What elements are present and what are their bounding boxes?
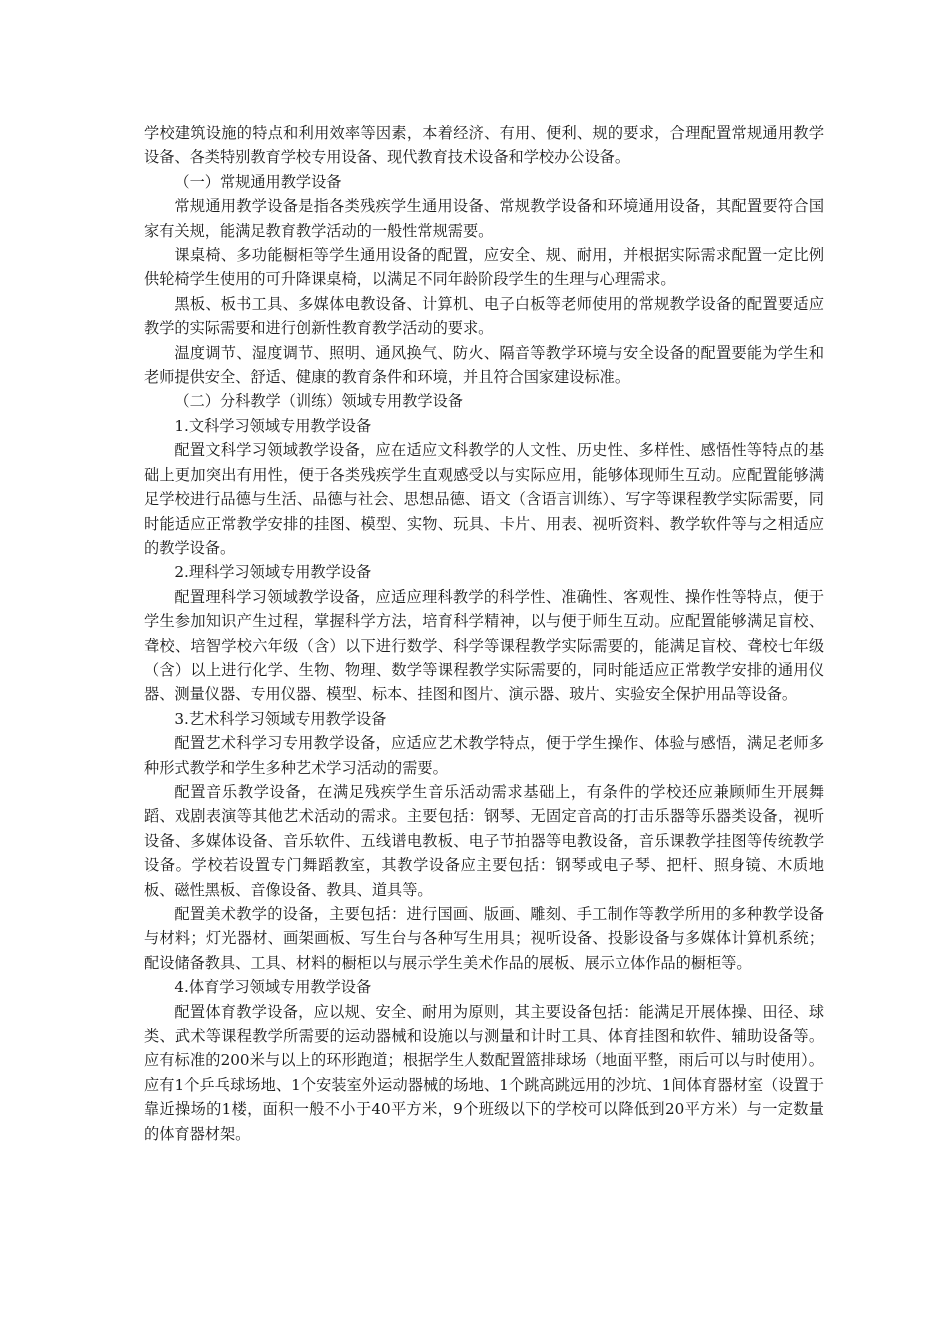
subsection-heading: 4.体育学习领域专用教学设备 bbox=[174, 978, 372, 997]
subsection-heading: 1.文科学习领域专用教学设备 bbox=[174, 416, 372, 435]
paragraph: 配置音乐教学设备，在满足残疾学生音乐活动需求基础上，有条件的学校还应兼顾师生开展舞蹈、戏剧表演等其他艺术活动的需求。主要包括：钢琴、无固定音高的打击乐器等乐器类设备，视听设备、多媒体设备、音乐软件、五线谱电教板、电子节拍器等电教设备，音乐课教学挂图等传统教学设备。学校若设置专门舞蹈教室，其教学设备应主要包括：钢琴或电子琴、把杆、照身镜、木质地板、磁性黑板、音像设备、教具、道具等。 bbox=[144, 782, 824, 899]
paragraph: 配置理科学习领域教学设备，应适应理科教学的科学性、准确性、客观性、操作性等特点，便于学生参加知识产生过程，掌握科学方法，培育科学精神，以与便于师生互动。应配置能够满足盲校、聋校、培智学校六年级（含）以下进行数学、科学等课程教学实际需要的，能满足盲校、聋校七年级（含）以上进行化学、生物、物理、数学等课程教学实际需要的，同时能适应正常教学安排的通用仪器、测量仪器、专用仪器、模型、标本、挂图和图片、演示器、玻片、实验安全保护用品等设备。 bbox=[144, 587, 824, 704]
paragraph: 温度调节、湿度调节、照明、通风换气、防火、隔音等教学环境与安全设备的配置要能为学生和老师提供安全、舒适、健康的教育条件和环境，并且符合国家建设标准。 bbox=[144, 343, 824, 387]
subsection-heading: 2.理科学习领域专用教学设备 bbox=[174, 563, 372, 582]
paragraph: 配置艺术科学习专用教学设备，应适应艺术教学特点，便于学生操作、体验与感悟，满足老师多种形式教学和学生多种艺术学习活动的需要。 bbox=[144, 734, 824, 777]
subsection-heading: 3.艺术科学习领域专用教学设备 bbox=[174, 709, 387, 728]
paragraph: 黑板、板书工具、多媒体电教设备、计算机、电子白板等老师使用的常规教学设备的配置要适应教学的实际需要和进行创新性教育教学活动的要求。 bbox=[144, 294, 824, 338]
section-heading: （二）分科教学（训练）领域专用教学设备 bbox=[174, 392, 463, 411]
paragraph: 配置体育教学设备，应以规、安全、耐用为原则，其主要设备包括：能满足开展体操、田径、球类、武术等课程教学所需要的运动器械和设施以与测量和计时工具、体育挂图和软件、辅助设备等。应有标准的200米与以上的环形跑道；根据学生人数配置篮排球场（地面平整，雨后可以与时使用）。应有1个乒乓球场地、1个安装室外运动器械的场地、1个跳高跳远用的沙坑、1间体育器材室（设置于靠近操场的1楼，面积一般不小于40平方米，9个班级以下的学校可以降低到20平方米）与一定数量的体育器材架。 bbox=[144, 1002, 824, 1143]
paragraph: 学校建筑设施的特点和利用效率等因素，本着经济、有用、便利、规的要求，合理配置常规通用教学设备、各类特别教育学校专用设备、现代教育技术设备和学校办公设备。 bbox=[144, 124, 824, 167]
paragraph: 配置美术教学的设备，主要包括：进行国画、版画、雕刻、手工制作等教学所用的多种教学设备与材料；灯光器材、画架画板、写生台与各种写生用具；视听设备、投影设备与多媒体计算机系统；配设储备教具、工具、材料的橱柜以与展示学生美术作品的展板、展示立体作品的橱柜等。 bbox=[144, 905, 824, 972]
paragraph: 课桌椅、多功能橱柜等学生通用设备的配置，应安全、规、耐用，并根据实际需求配置一定比例供轮椅学生使用的可升降课桌椅，以满足不同年龄阶段学生的生理与心理需求。 bbox=[144, 246, 824, 289]
paragraph: 常规通用教学设备是指各类残疾学生通用设备、常规教学设备和环境通用设备，其配置要符合国家有关规，能满足教育教学活动的一般性常规需要。 bbox=[144, 197, 824, 240]
section-heading: （一）常规通用教学设备 bbox=[174, 172, 342, 191]
paragraph: 配置文科学习领域教学设备，应在适应文科教学的人文性、历史性、多样性、感悟性等特点的基础上更加突出有用性，便于各类残疾学生直观感受以与实际应用，能够体现师生互动。应配置能够满足学校进行品德与生活、品德与社会、思想品德、语文（含语言训练）、写字等课程教学实际需要，同时能适应正常教学安排的挂图、模型、实物、玩具、卡片、用表、视听资料、教学软件等与之相适应的教学设备。 bbox=[144, 441, 824, 557]
document-page bbox=[144, 121, 824, 1146]
